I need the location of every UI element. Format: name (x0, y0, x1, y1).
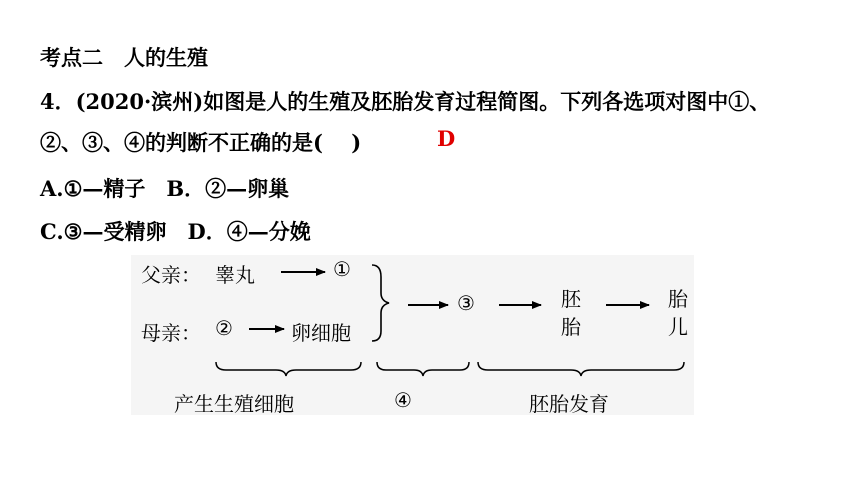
testis-label: 睾丸 (215, 263, 255, 287)
brace-development (478, 362, 684, 376)
circle-3-label: ③ (457, 291, 475, 315)
question-text-line2: ②、③、④的判断不正确的是( ) (40, 130, 362, 155)
section-title: 考点二 人的生殖 (40, 45, 208, 70)
brace-germ-cells (216, 362, 361, 376)
fetus-label-top: 胎 (668, 287, 688, 311)
circle-4-label: ④ (394, 388, 412, 412)
answer-mark: D (437, 126, 456, 151)
options-line2: C.③—受精卵 D．④—分娩 (40, 219, 311, 244)
brace-fertilization (377, 362, 469, 376)
embryo-label-bottom: 胎 (561, 315, 581, 339)
question-text-line1: 4．(2020·滨州)如图是人的生殖及胚胎发育过程简图。下列各选项对图中①、 (40, 89, 771, 114)
circle-1-label: ① (333, 257, 351, 281)
father-label: 父亲： (141, 263, 201, 287)
mother-label: 母亲： (141, 321, 201, 345)
egg-cell-label: 卵细胞 (291, 321, 351, 345)
options-line1: A.①—精子 B．②—卵巢 (40, 176, 290, 201)
germ-cells-caption: 产生生殖细胞 (174, 392, 294, 416)
development-caption: 胚胎发育 (529, 392, 609, 416)
embryo-label-top: 胚 (561, 287, 581, 311)
merge-brace (372, 265, 389, 341)
reproduction-diagram (131, 255, 694, 415)
fetus-label-bottom: 儿 (668, 315, 688, 339)
circle-2-label: ② (215, 316, 233, 340)
